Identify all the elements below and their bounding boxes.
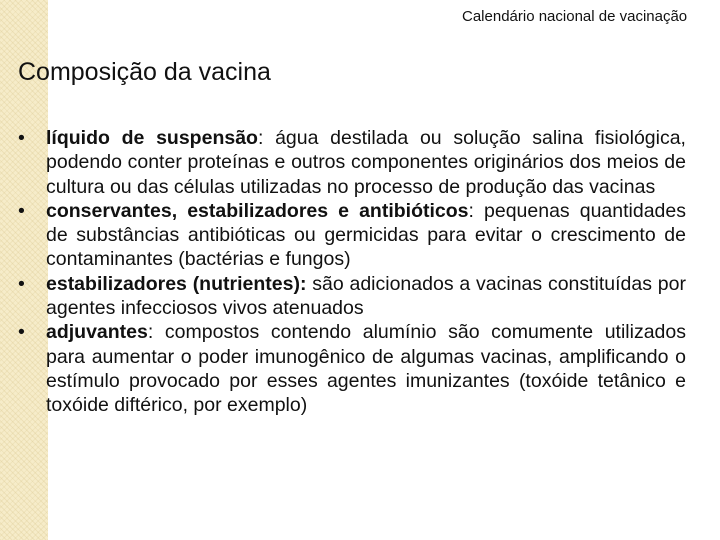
bullet-point: • <box>18 272 25 295</box>
bullet-point: • <box>18 199 25 222</box>
bullet-item-conservantes <box>18 199 686 272</box>
bullet-term: líquido de suspensão <box>46 127 258 149</box>
bullet-item-liquido <box>18 126 686 199</box>
bullet-text: são adicionados a vacinas constituídas por agentes infecciosos vivos atenuados <box>46 272 686 320</box>
bullet-term: conservantes, estabilizadores e antibióticos <box>46 199 469 222</box>
header-title: Calendário nacional de vacinação <box>462 8 688 25</box>
bullet-text: : pequenas quantidades de substâncias antibióticas ou germicidas para evitar o crescimento de contaminantes (bactérias e fungos) <box>46 199 686 271</box>
bullet-term: estabilizadores (nutrientes): <box>46 272 307 295</box>
bullet-point: • <box>18 321 25 344</box>
bullet-text: : compostos contendo alumínio são comumente utilizados para aumentar o poder imunogênico de algumas vacinas, amplificando o estímulo provocado por esses agentes imunizantes (toxóide tetânico e toxóide diftérico, por exemplo) <box>46 321 686 417</box>
bullet-point: • <box>18 127 25 149</box>
bullet-text: : água destilada ou solução salina fisiológica, podendo conter proteínas e outros componentes originários dos meios de cultura ou das células utilizadas no processo de produção das vacinas <box>46 127 686 198</box>
bullet-list <box>18 126 686 418</box>
bullet-item-estabilizadores <box>18 272 686 321</box>
slide-title: Composição da vacina <box>18 58 271 86</box>
bullet-item-adjuvantes <box>18 320 686 417</box>
bullet-term: adjuvantes <box>46 321 148 344</box>
